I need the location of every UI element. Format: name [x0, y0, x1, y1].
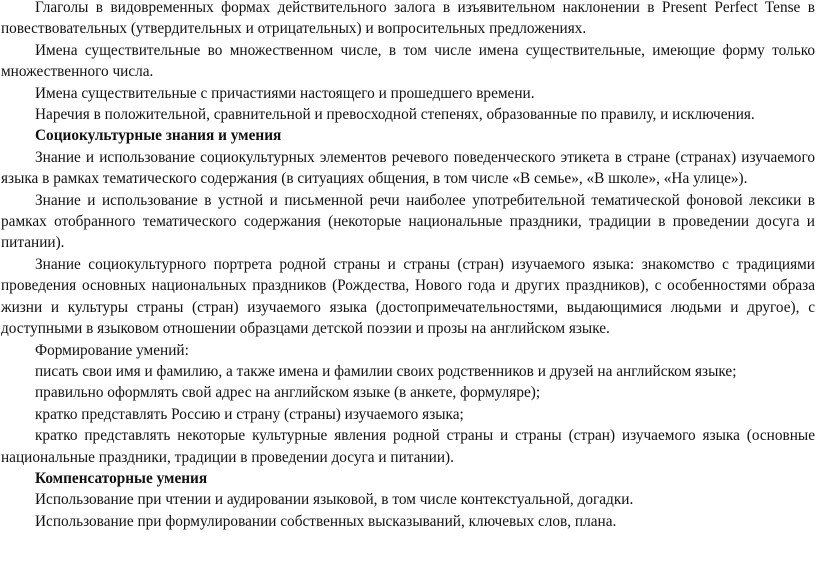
paragraph-verbs-present-perfect: Глаголы в видовременных формах действительного залога в изъявительном наклонении в Present Perfect Tense в повествовательных (утвердительных и отрицательных) и вопросительных предложениях. [1, 0, 815, 38]
paragraph-sociocultural-portrait: Знание социокультурного портрета родной страны и страны (стран) изучаемого языка: знакомство с традициями проведения основных национальных праздников (Рождества, Нового года и других праздников), с особенностями образа жизни и культуры страны (стран) изучаемого языка (достопримечательностями, выдающимися людьми и другое), с доступными в языковом отношении образцами детской поэзии и прозы на английском языке. [1, 255, 815, 338]
paragraph-write-names: писать свои имя и фамилию, а также имена и фамилии своих родственников и друзей на английском языке; [35, 362, 737, 380]
heading-compensatory-skills: Компенсаторные умения [35, 469, 208, 487]
paragraph-keywords-plan: Использование при формулировании собственных высказываний, ключевых слов, плана. [35, 512, 617, 530]
paragraph-speech-etiquette: Знание и использование социокультурных элементов речевого поведенческого этикета в стране (странах) изучаемого языка в рамках тематического содержания (в ситуациях общения, в том числе «В семье», «В школе», «На улице»). [1, 148, 815, 188]
paragraph-contextual-guess: Использование при чтении и аудировании языковой, в том числе контекстуальной, догадки. [35, 491, 634, 509]
paragraph-write-address: правильно оформлять свой адрес на английском языке (в анкете, формуляре); [35, 384, 541, 402]
paragraph-nouns-participles: Имена существительные с причастиями настоящего и прошедшего времени. [35, 84, 535, 102]
paragraph-plural-nouns: Имена существительные во множественном числе, в том числе имена существительные, имеющие форму только множественного числа. [1, 41, 815, 81]
paragraph-skills-intro: Формирование умений: [35, 341, 189, 359]
heading-sociocultural-skills: Социокультурные знания и умения [35, 127, 282, 145]
paragraph-present-russia: кратко представлять Россию и страну (страны) изучаемого языка; [35, 405, 464, 423]
paragraph-background-vocabulary: Знание и использование в устной и письменной речи наиболее употребительной тематической фоновой лексики в рамках отобранного тематического содержания (некоторые национальные праздники, традиции в проведении досуга и питании). [1, 191, 815, 252]
paragraph-present-cultural-phenomena: кратко представлять некоторые культурные явления родной страны и страны (стран) изучаемого языка (основные национальные праздники, традиции в проведении досуга и питании). [1, 427, 815, 466]
paragraph-adverbs-degrees: Наречия в положительной, сравнительной и превосходной степенях, образованные по правилу, и исключения. [35, 106, 755, 124]
